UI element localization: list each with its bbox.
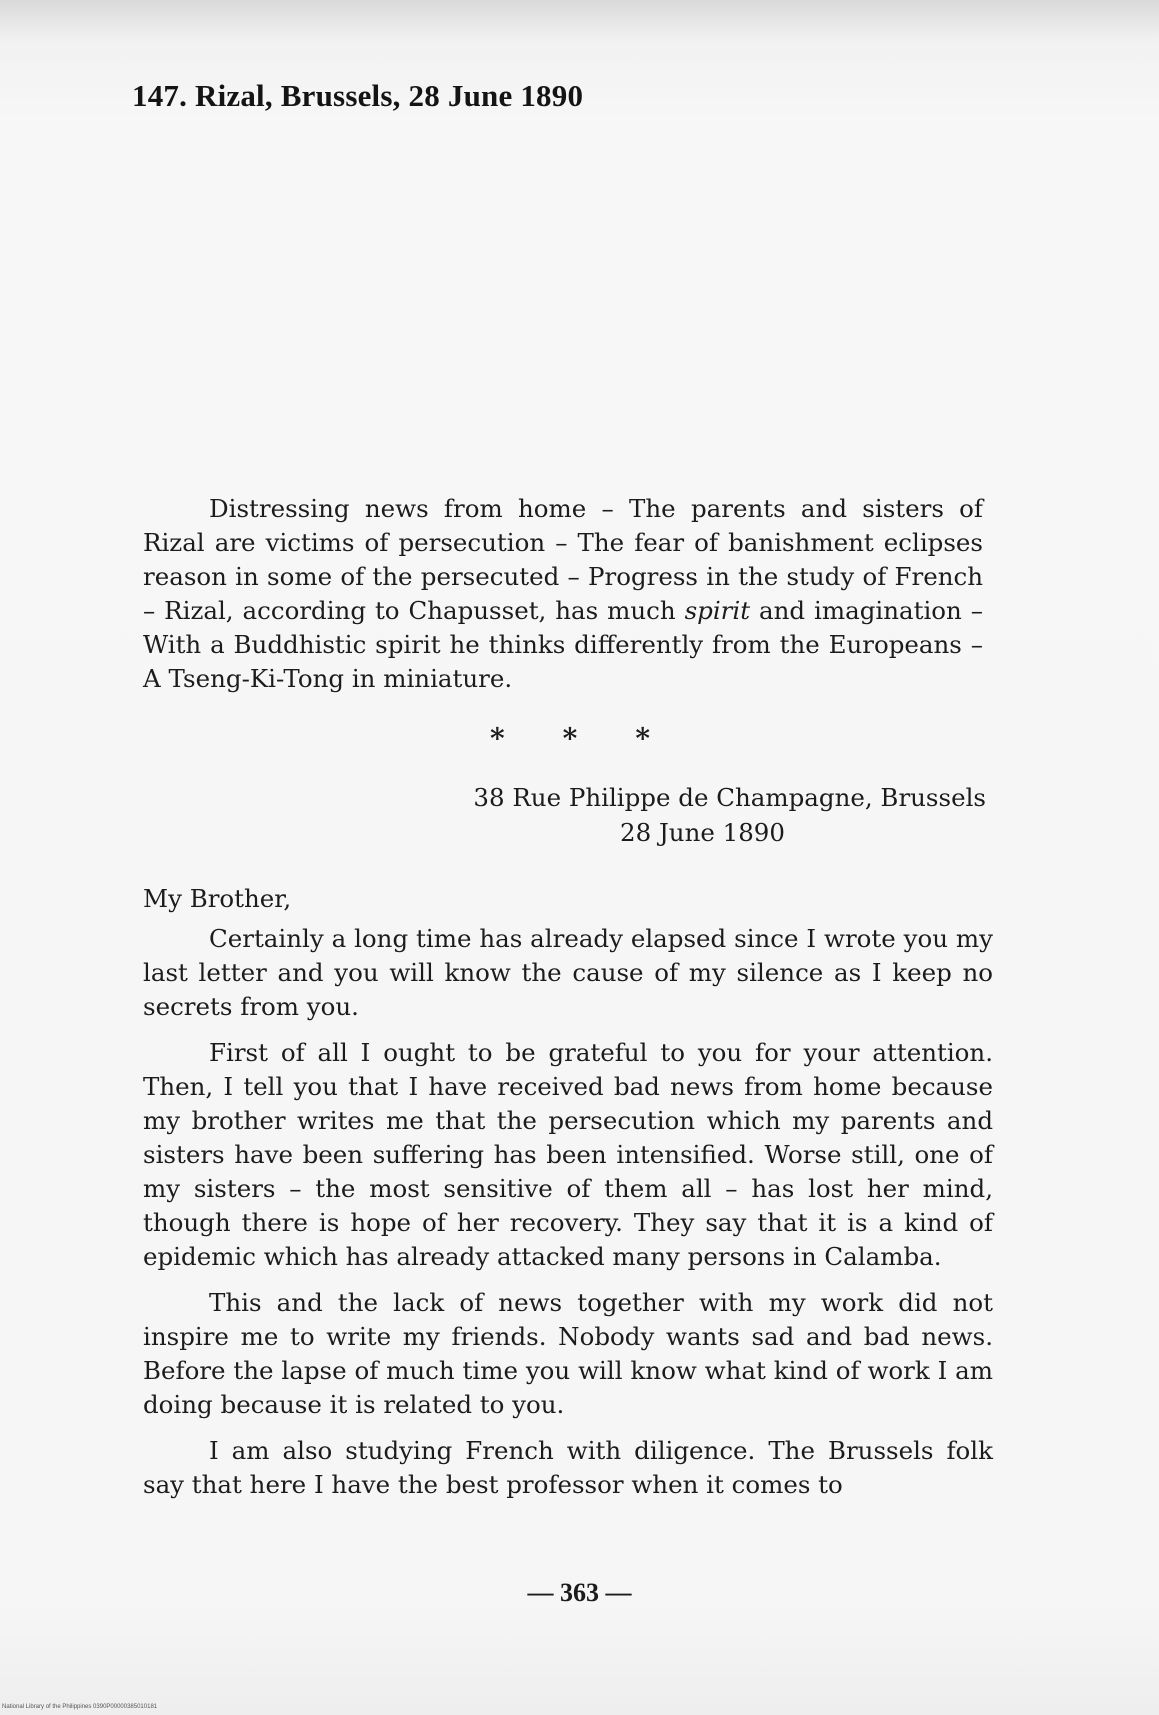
letter-summary [143, 492, 983, 696]
page-heading: 147. Rizal, Brussels, 28 June 1890 [132, 78, 584, 113]
section-separator [490, 722, 650, 755]
summary-text-end: and imagination – With a Buddhistic spirit he thinks differently from the Europeans – A Tseng-Ki-Tong in miniature. [143, 596, 983, 693]
body-paragraph: I am also studying French with diligence. The Brussels folk say that here I have the best professor when it comes to [143, 1436, 993, 1499]
separator-star: * [562, 722, 578, 755]
separator-star: * [635, 722, 650, 755]
body-paragraph: This and the lack of news together with my work did not inspire me to write my friends. Nobody wants sad and bad news. Before the lapse of much time you will know what kind of work I am doing because it is related to you. [143, 1288, 993, 1419]
letter-body [143, 922, 993, 1514]
page-number: — 363 — [527, 1578, 632, 1607]
sender-address: 38 Rue Philippe de Champagne, Brussels [473, 783, 986, 812]
body-paragraph: Certainly a long time has already elapsed since I wrote you my last letter and you will know the cause of my silence as I keep no secrets from you. [143, 924, 993, 1021]
summary-text-start: Distressing news from home – The parents and sisters of Rizal are victims of persecution – The fear of banishment eclipses reason in some of the persecuted – Progress in the study of French – Rizal, according to Chapusset, has much [143, 494, 983, 625]
salutation: My Brother, [143, 884, 292, 913]
archive-footer-note: National Library of the Philippines 0390P00000385010181 [2, 1704, 158, 1710]
separator-star: * [490, 722, 505, 755]
letter-date: 28 June 1890 [620, 818, 785, 847]
summary-italic-word: spirit [684, 596, 751, 625]
body-paragraph: First of all I ought to be grateful to you for your attention. Then, I tell you that I have received bad news from home because my brother writes me that the persecution which my parents and sisters have been suffering has been intensified. Worse still, one of my sisters – the most sensitive of them all – has lost her mind, though there is hope of her recovery. They say that it is a kind of epidemic which has already attacked many persons in Calamba. [143, 1038, 993, 1271]
